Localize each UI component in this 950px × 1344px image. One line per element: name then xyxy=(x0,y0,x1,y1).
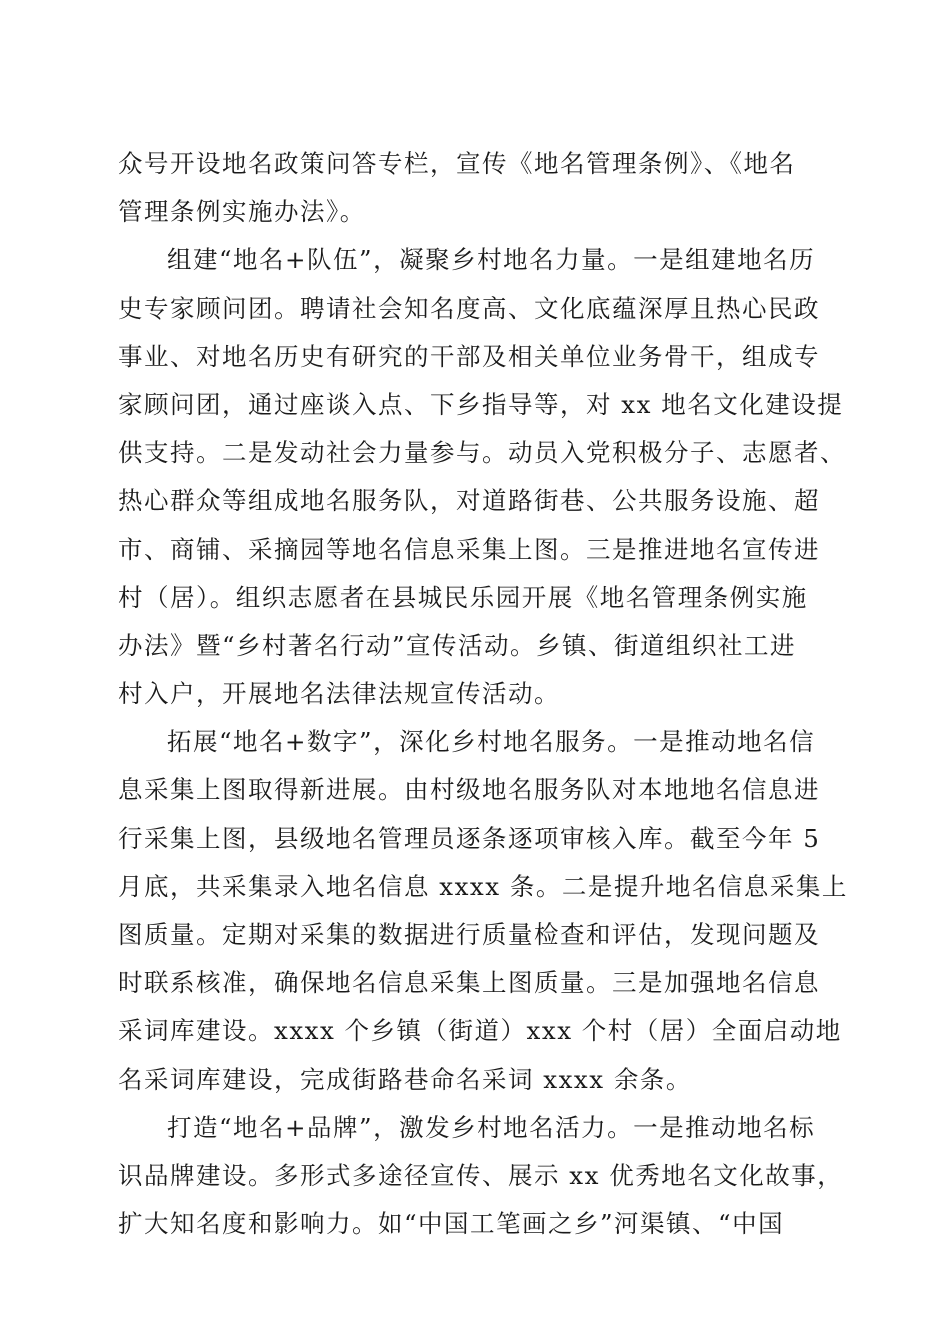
text-line: 息采集上图取得新进展。由村级地名服务队对本地地名信息进 xyxy=(118,775,820,805)
text-line: 家顾问团，通过座谈入点、下乡指导等，对 xx 地名文化建设提 xyxy=(118,389,844,419)
text-line: 众号开设地名政策问答专栏，宣传《地名管理条例》、《地名 xyxy=(118,149,796,178)
text-line: 采词库建设。xxxx 个乡镇（街道）xxx 个村（居）全面启动地 xyxy=(118,1016,842,1046)
document-body xyxy=(118,140,848,1248)
text-line: 热心群众等组成地名服务队，对道路街巷、公共服务设施、超 xyxy=(118,486,820,516)
text-line: 扩大知名度和影响力。如“中国工笔画之乡”河渠镇、“中国 xyxy=(118,1209,785,1239)
text-line: 事业、对地名历史有研究的干部及相关单位业务骨干，组成专 xyxy=(118,341,820,371)
text-line: 办法》暨“乡村著名行动”宣传活动。乡镇、街道组织社工进 xyxy=(118,630,797,660)
paragraph-team xyxy=(118,236,846,718)
text-line: 名采词库建设，完成街路巷命名采词 xxxx 余条。 xyxy=(118,1064,692,1094)
paragraph-continuation xyxy=(118,140,830,236)
text-line: 图质量。定期对采集的数据进行质量检查和评估，发现问题及 xyxy=(118,920,820,949)
text-line: 供支持。二是发动社会力量参与。动员入党积极分子、志愿者、 xyxy=(118,438,846,468)
text-line: 市、商铺、采摘园等地名信息采集上图。三是推进地名宣传进 xyxy=(118,534,820,564)
text-line: 行采集上图，县级地名管理员逐条逐项审核入库。截至今年 5 xyxy=(118,823,821,853)
text-line: 管理条例实施办法》。 xyxy=(118,197,366,227)
text-line: 打造“地名+品牌”，激发乡村地名活力。一是推动地名标 xyxy=(167,1112,816,1142)
text-line: 村入户，开展地名法律法规宣传活动。 xyxy=(118,679,560,709)
text-line: 时联系核准，确保地名信息采集上图质量。三是加强地名信息 xyxy=(118,968,820,998)
text-line: 月底，共采集录入地名信息 xxxx 条。二是提升地名信息采集上 xyxy=(118,871,848,901)
text-line: 拓展“地名+数字”，深化乡村地名服务。一是推动地名信 xyxy=(167,727,816,757)
paragraph-brand xyxy=(118,1104,844,1249)
text-line: 史专家顾问团。聘请社会知名度高、文化底蕴深厚且热心民政 xyxy=(118,293,820,323)
paragraph-digital xyxy=(118,718,848,1104)
text-line: 组建“地名+队伍”，凝聚乡村地名力量。一是组建地名历 xyxy=(167,245,816,275)
text-line: 村（居）。组织志愿者在县城民乐园开展《地名管理条例实施 xyxy=(118,582,808,612)
text-line: 识品牌建设。多形式多途径宣传、展示 xx 优秀地名文化故事， xyxy=(118,1160,844,1190)
